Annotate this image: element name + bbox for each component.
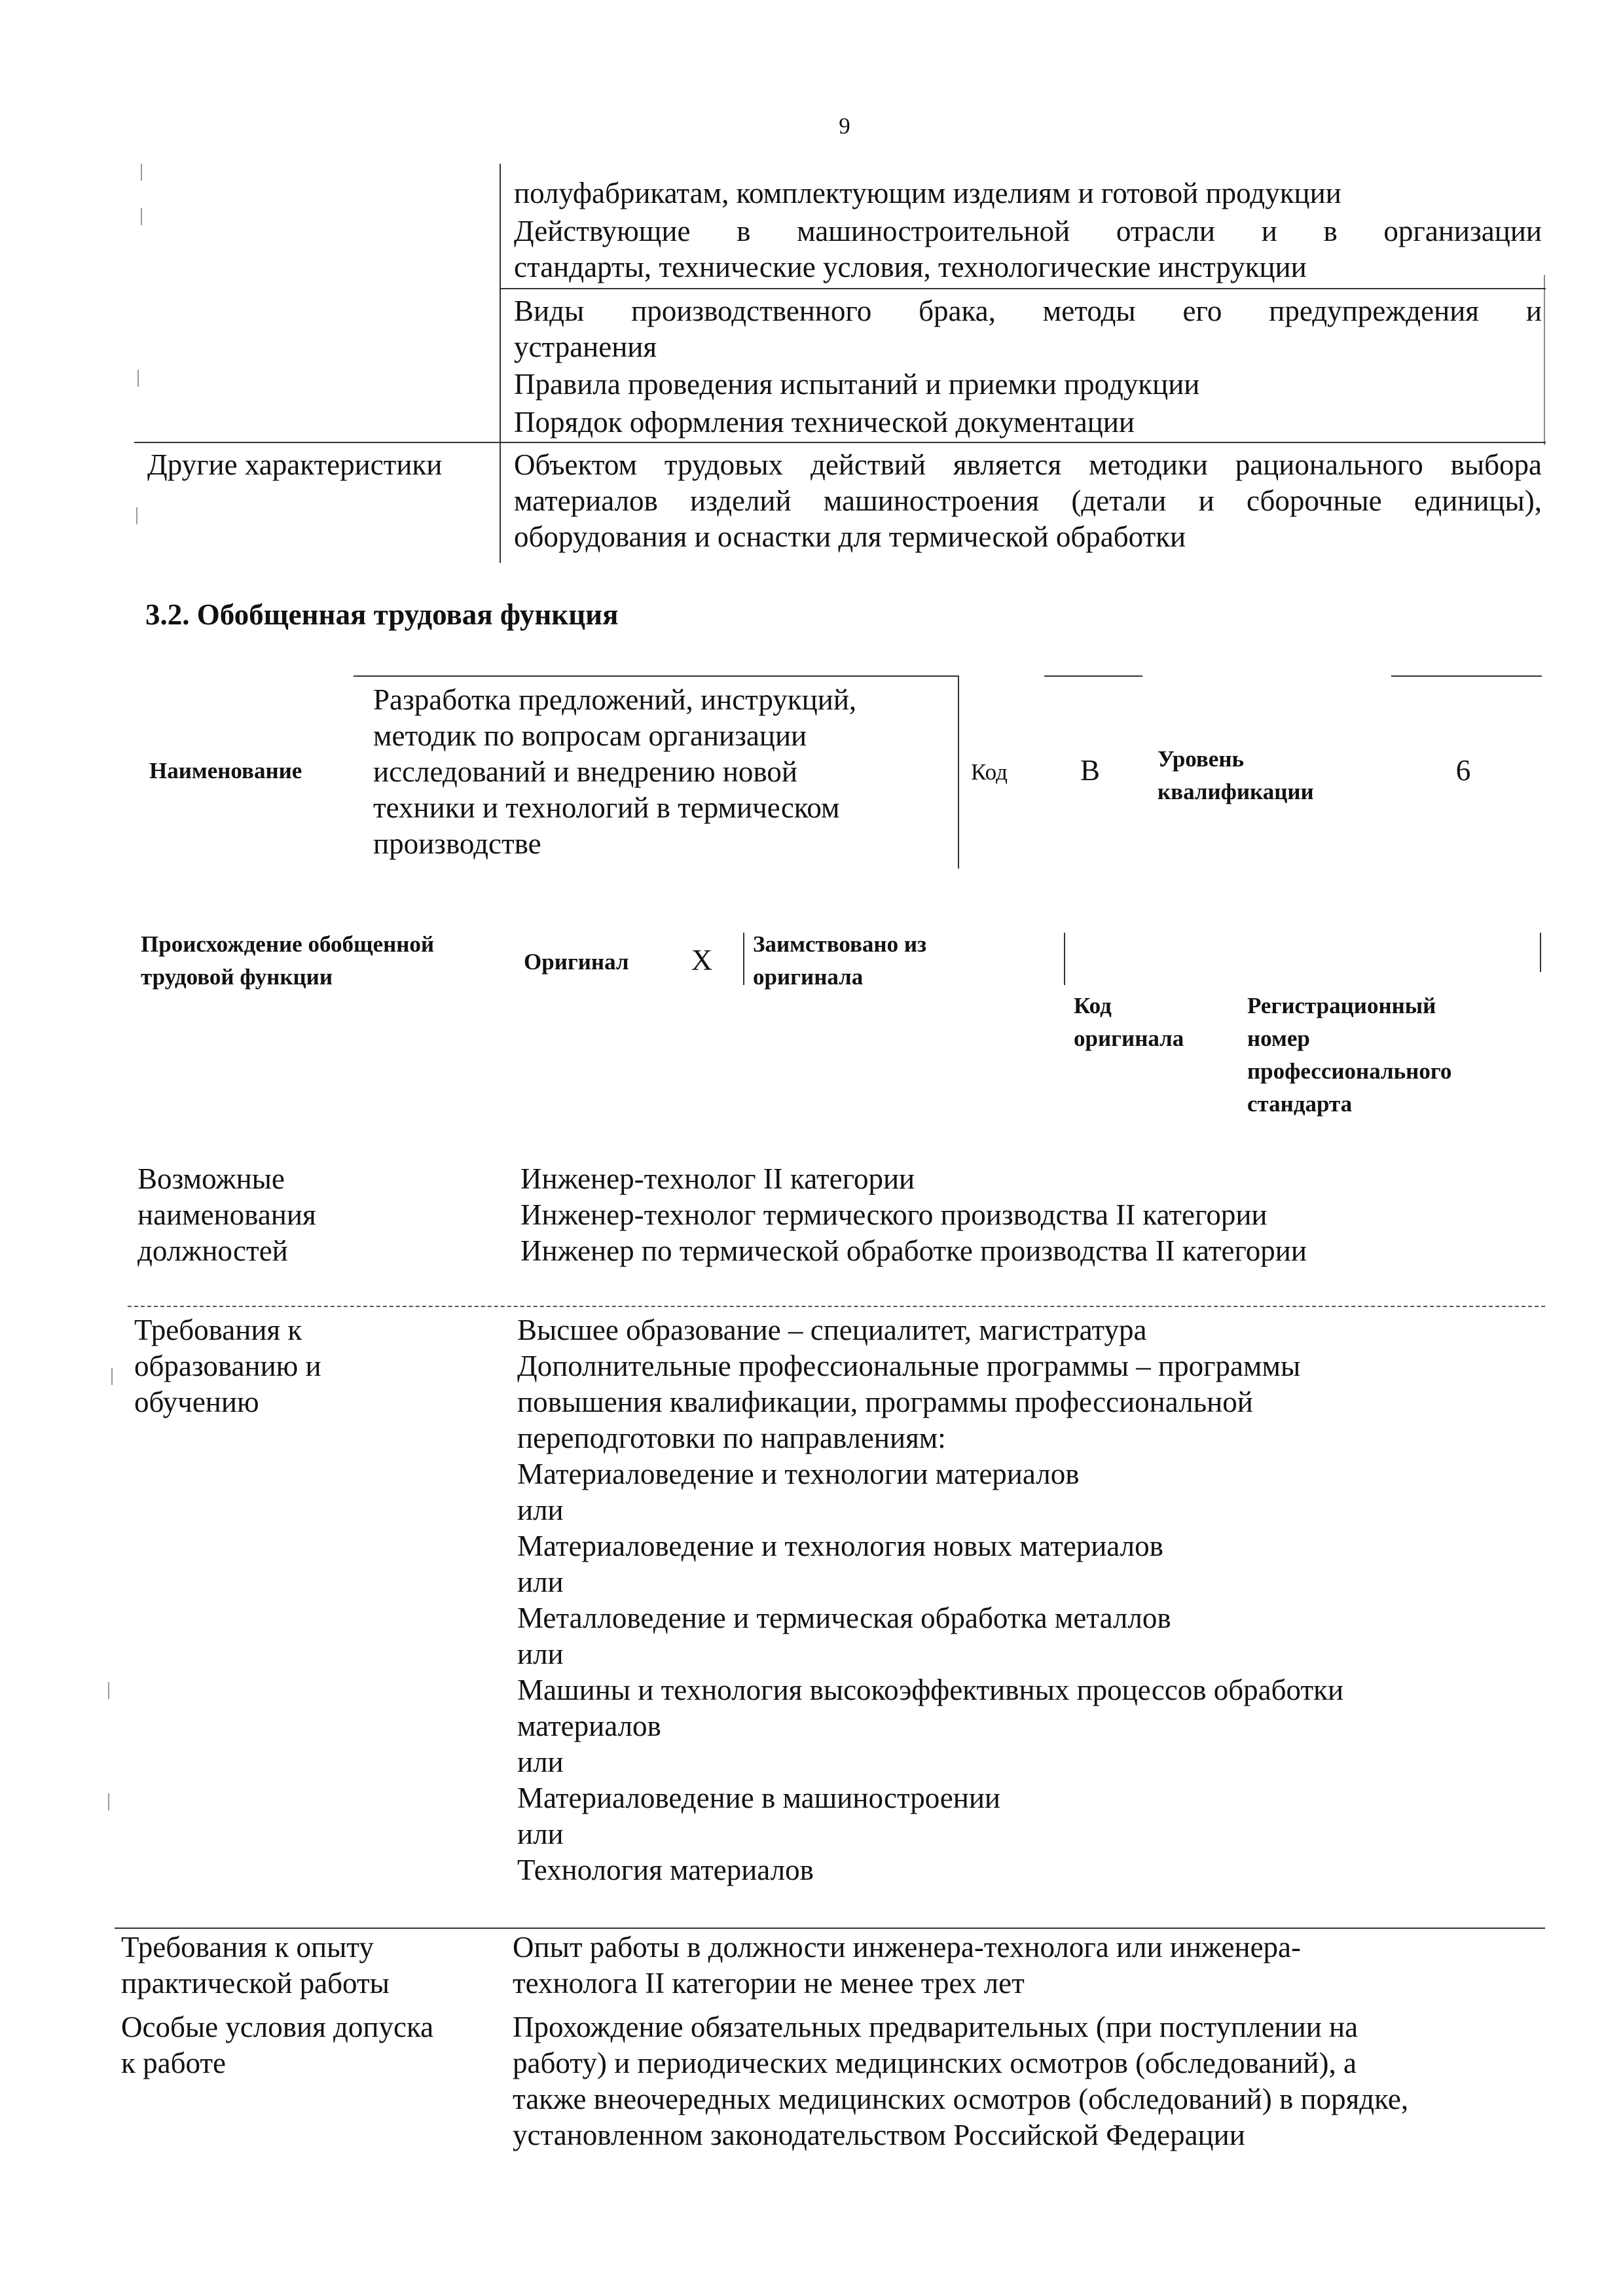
positions-list xyxy=(520,1161,1307,1269)
text-line: методик по вопросам организации xyxy=(373,719,807,752)
other-characteristics-label: Другие характеристики xyxy=(147,448,443,481)
text-line: Требования к опыту xyxy=(121,1931,374,1964)
text-line: Разработка предложений, инструкций, xyxy=(373,683,857,716)
text-line: производстве xyxy=(373,827,541,860)
table-cell-row2 xyxy=(514,213,1542,285)
admission-label xyxy=(121,2009,433,2081)
text-line: переподготовки по направлениям: xyxy=(517,1422,946,1454)
text-line: Особые условия допуска xyxy=(121,2011,434,2043)
positions-label xyxy=(137,1161,316,1269)
text-line: Объектом трудовых действий является методики рационального выбора xyxy=(514,448,1542,481)
level-label xyxy=(1158,743,1314,808)
list-item: Инженер-технолог термического производства II категории xyxy=(520,1198,1267,1231)
text-line: Высшее образование – специалитет, магистратура xyxy=(517,1314,1147,1346)
text-line: или xyxy=(517,1494,564,1526)
text-line: Опыт работы в должности инженера-технолога или инженера- xyxy=(513,1931,1302,1964)
scan-mark xyxy=(141,164,142,181)
text-line: к работе xyxy=(121,2047,227,2079)
text-line: Машины и технология высокоэффективных процессов обработки xyxy=(517,1674,1344,1706)
text-line: технолога II категории не менее трех лет xyxy=(513,1967,1025,2000)
name-box-top xyxy=(354,675,959,677)
text-line: квалификации xyxy=(1158,779,1314,804)
code-value: B xyxy=(1080,754,1100,787)
borrowed-divider xyxy=(743,933,744,985)
section-title: 3.2. Обобщенная трудовая функция xyxy=(145,598,619,631)
text-line: Материаловедение в машиностроении xyxy=(517,1782,1001,1814)
code-label: Код xyxy=(971,759,1008,785)
name-label: Наименование xyxy=(149,758,302,783)
text-line: стандарта xyxy=(1247,1091,1353,1117)
text-line: Регистрационный xyxy=(1247,993,1436,1018)
row-separator xyxy=(128,1306,1545,1307)
text-line: Порядок оформления технической документации xyxy=(514,406,1135,439)
level-box-top xyxy=(1391,675,1542,677)
admission-text xyxy=(513,2009,1541,2153)
origin-label xyxy=(141,928,434,994)
experience-text xyxy=(513,1929,1541,2001)
text-line: Происхождение обобщенной xyxy=(141,931,435,957)
gtf-name-text xyxy=(373,682,949,862)
text-line: номер xyxy=(1247,1026,1310,1051)
scan-mark xyxy=(136,507,137,524)
table-right-border xyxy=(1544,275,1545,445)
name-box-right xyxy=(958,675,959,869)
row-separator xyxy=(115,1928,1545,1929)
text-line: техники и технологий в термическом xyxy=(373,791,840,824)
level-value: 6 xyxy=(1455,754,1471,787)
text-line: Виды производственного брака, методы его предупреждения и xyxy=(514,295,1542,327)
text-line: Требования к xyxy=(134,1314,302,1346)
borrowed-label xyxy=(753,928,926,994)
text-line: стандарты, технические условия, технологические инструкции xyxy=(514,251,1307,283)
list-item: Инженер-технолог II категории xyxy=(520,1162,915,1195)
code-original-label xyxy=(1074,990,1184,1055)
reg-number-box-right xyxy=(1540,933,1541,972)
text-line: Уровень xyxy=(1158,746,1245,772)
text-line: или xyxy=(517,1818,564,1850)
text-line: работу) и периодических медицинских осмотров (обследований), а xyxy=(513,2047,1357,2079)
text-line: материалов xyxy=(517,1710,661,1742)
text-line: Прохождение обязательных предварительных (при поступлении на xyxy=(513,2011,1359,2043)
text-line: Материаловедение и технология новых материалов xyxy=(517,1530,1163,1562)
text-line: оригинала xyxy=(753,964,864,990)
text-line: полуфабрикатам, комплектующим изделиям и готовой продукции xyxy=(514,177,1341,209)
scan-mark xyxy=(108,1682,109,1699)
text-line: устранения xyxy=(514,331,657,363)
education-text xyxy=(517,1312,1539,1888)
scan-mark xyxy=(111,1368,113,1385)
text-line: материалов изделий машиностроения (детали и сборочные единицы), xyxy=(514,484,1542,517)
text-line: также внеочередных медицинских осмотров (обследований) в порядке, xyxy=(513,2083,1409,2115)
table-cell-row1 xyxy=(514,175,1542,211)
text-line: установленном законодательством Российской Федерации xyxy=(513,2119,1245,2151)
text-line: Металловедение и термическая обработка металлов xyxy=(517,1602,1171,1634)
row-separator xyxy=(134,442,1546,443)
text-line: наименования xyxy=(137,1198,316,1231)
text-line: или xyxy=(517,1746,564,1778)
text-line: Действующие в машиностроительной отрасли и в организации xyxy=(514,215,1542,247)
text-line: повышения квалификации, программы профессиональной xyxy=(517,1386,1253,1418)
text-line: Технология материалов xyxy=(517,1854,814,1886)
table-cell-row3 xyxy=(514,293,1542,365)
text-line: Заимствовано из xyxy=(753,931,927,957)
text-line: Материаловедение и технологии материалов xyxy=(517,1458,1080,1490)
text-line: Возможные xyxy=(137,1162,285,1195)
text-line: должностей xyxy=(137,1234,288,1267)
code-original-box-left xyxy=(1064,933,1065,985)
text-line: исследований и внедрению новой xyxy=(373,755,797,788)
text-line: профессионального xyxy=(1247,1058,1452,1084)
text-line: оригинала xyxy=(1074,1026,1184,1051)
text-line: практической работы xyxy=(121,1967,390,2000)
text-line: образованию и xyxy=(134,1350,321,1382)
other-characteristics-text xyxy=(514,447,1542,555)
text-line: Код xyxy=(1074,993,1112,1018)
table-cell-row4 xyxy=(514,367,1542,403)
table-vertical-divider xyxy=(500,164,501,563)
original-label: Оригинал xyxy=(524,949,629,975)
text-line: Правила проведения испытаний и приемки продукции xyxy=(514,368,1200,401)
text-line: трудовой функции xyxy=(141,964,333,990)
text-line: Дополнительные профессиональные программы – программы xyxy=(517,1350,1301,1382)
original-mark: X xyxy=(691,944,713,977)
list-item: Инженер по термической обработке производства II категории xyxy=(520,1234,1307,1267)
row-separator xyxy=(500,288,1546,289)
text-line: оборудования и оснастки для термической обработки xyxy=(514,520,1186,553)
reg-number-label xyxy=(1247,990,1451,1121)
text-line: или xyxy=(517,1638,564,1670)
education-label xyxy=(134,1312,321,1420)
scan-mark xyxy=(137,370,139,387)
text-line: обучению xyxy=(134,1386,259,1418)
scan-mark xyxy=(141,208,142,225)
page-number: 9 xyxy=(839,113,850,139)
table-cell-row5 xyxy=(514,404,1542,440)
text-line: или xyxy=(517,1566,564,1598)
scan-mark xyxy=(108,1793,109,1810)
experience-label xyxy=(121,1929,390,2001)
code-box-top xyxy=(1044,675,1142,677)
